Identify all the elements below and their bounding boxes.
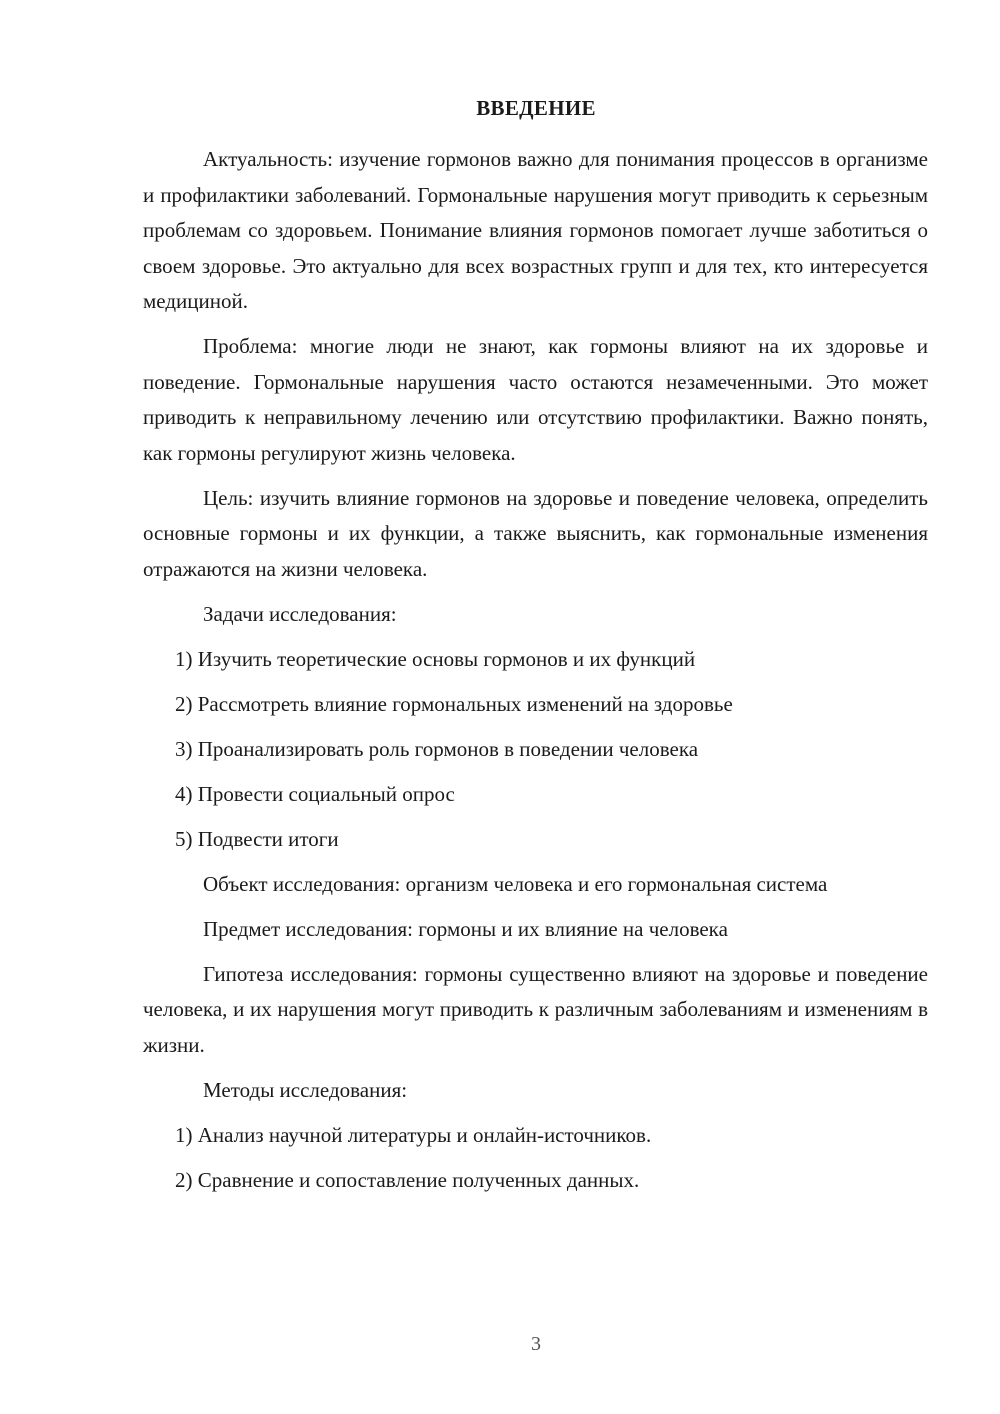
hypothesis-paragraph: Гипотеза исследования: гормоны существенно влияют на здоровье и поведение человека, и их нарушения могут приводить к различным заболеваниям и изменениям в жизни. xyxy=(143,961,928,1057)
methods-heading: Методы исследования: xyxy=(203,1077,408,1102)
relevance-paragraph: Актуальность: изучение гормонов важно для понимания процессов в организме и профилактики заболеваний. Гормональные нарушения могут приводить к серьезным проблемам со здоровьем. Понимание влияния гормонов помогает лучше заботиться о своем здоровье. Это актуально для всех возрастных групп и для тех, кто интересуется медициной. xyxy=(143,147,928,313)
task-item: 5) Подвести итоги xyxy=(175,826,339,851)
task-item: 4) Провести социальный опрос xyxy=(175,781,455,806)
tasks-heading: Задачи исследования: xyxy=(203,601,397,626)
page-title: ВВЕДЕНИЕ xyxy=(476,96,596,120)
method-item: 2) Сравнение и сопоставление полученных данных. xyxy=(175,1167,640,1192)
method-item: 1) Анализ научной литературы и онлайн-источников. xyxy=(175,1122,652,1147)
goal-paragraph: Цель: изучить влияние гормонов на здоровье и поведение человека, определить основные гормоны и их функции, а также выяснить, как гормональные изменения отражаются на жизни человека. xyxy=(143,485,928,581)
task-item: 1) Изучить теоретические основы гормонов и их функций xyxy=(175,646,696,671)
problem-paragraph: Проблема: многие люди не знают, как гормоны влияют на их здоровье и поведение. Гормональные нарушения часто остаются незамеченными. Это может приводить к неправильному лечению или отсутствию профилактики. Важно понять, как гормоны регулируют жизнь человека. xyxy=(143,334,928,465)
task-item: 3) Проанализировать роль гормонов в поведении человека xyxy=(175,736,699,761)
subject-paragraph: Предмет исследования: гормоны и их влияние на человека xyxy=(203,916,728,941)
object-paragraph: Объект исследования: организм человека и его гормональная система xyxy=(203,871,828,896)
task-item: 2) Рассмотреть влияние гормональных изменений на здоровье xyxy=(175,691,733,716)
document-body xyxy=(143,142,928,1208)
page-number: 3 xyxy=(531,1333,541,1355)
